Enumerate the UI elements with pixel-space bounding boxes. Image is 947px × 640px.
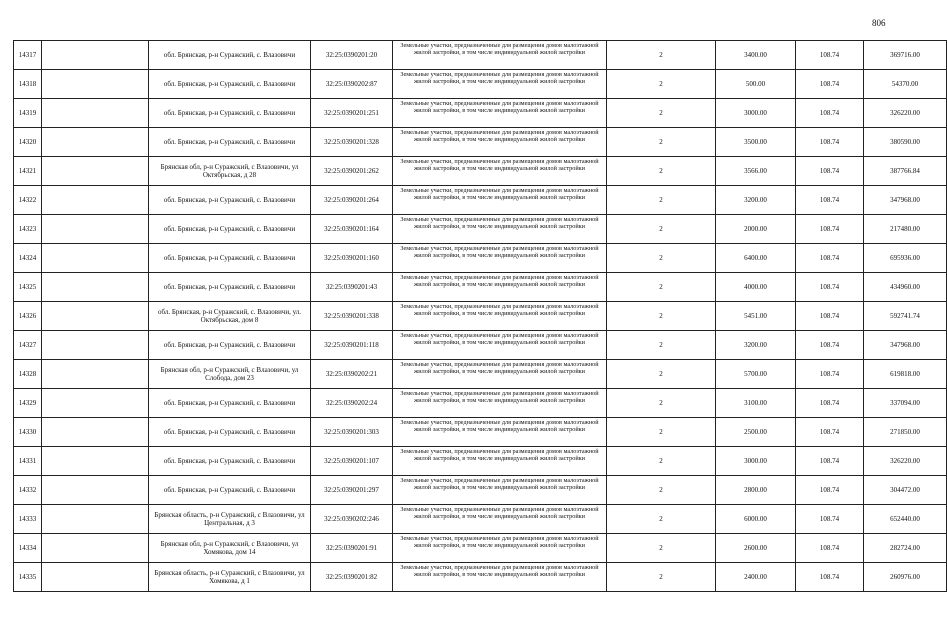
spacer-cell xyxy=(42,70,149,99)
category-cell: 2 xyxy=(607,331,716,360)
cadastral-value-cell: 282724.00 xyxy=(864,534,947,563)
area-cell: 3200.00 xyxy=(716,186,796,215)
cadastral-number-cell: 32:25:0390201:82 xyxy=(311,563,393,592)
table-row xyxy=(14,99,947,128)
address-cell: обл. Брянская, р-н Суражский, с. Влазовичи xyxy=(149,41,311,70)
category-cell: 2 xyxy=(607,505,716,534)
category-cell: 2 xyxy=(607,302,716,331)
cadastral-number-cell: 32:25:0390201:338 xyxy=(311,302,393,331)
cadastral-value-cell: 347968.00 xyxy=(864,186,947,215)
address-cell: Брянская область, р-н Суражский, с Влазовичи, ул Центральная, д 3 xyxy=(149,505,311,534)
cadastral-number-cell: 32:25:0390201:251 xyxy=(311,99,393,128)
specific-value-cell: 108.74 xyxy=(796,331,864,360)
land-use-purpose-cell: Земельные участки, предназначенные для размещения домов малоэтажной жилой застройки, в том числе индивидуальной жилой застройки xyxy=(393,534,607,563)
cadastral-number-cell: 32:25:0390201:303 xyxy=(311,418,393,447)
spacer-cell xyxy=(42,244,149,273)
land-use-purpose-cell: Земельные участки, предназначенные для размещения домов малоэтажной жилой застройки, в том числе индивидуальной жилой застройки xyxy=(393,41,607,70)
category-cell: 2 xyxy=(607,534,716,563)
table-row xyxy=(14,389,947,418)
cadastral-value-cell: 326220.00 xyxy=(864,99,947,128)
spacer-cell xyxy=(42,447,149,476)
cadastral-value-cell: 326220.00 xyxy=(864,447,947,476)
row-number-cell: 14324 xyxy=(14,244,42,273)
cadastral-value-cell: 347968.00 xyxy=(864,331,947,360)
cadastral-number-cell: 32:25:0390201:118 xyxy=(311,331,393,360)
address-cell: Брянская обл, р-н Суражский, с Влазовичи, ул Слобода, дом 23 xyxy=(149,360,311,389)
table-row xyxy=(14,41,947,70)
spacer-cell xyxy=(42,186,149,215)
land-use-purpose-cell: Земельные участки, предназначенные для размещения домов малоэтажной жилой застройки, в том числе индивидуальной жилой застройки xyxy=(393,563,607,592)
specific-value-cell: 108.74 xyxy=(796,99,864,128)
area-cell: 3200.00 xyxy=(716,331,796,360)
specific-value-cell: 108.74 xyxy=(796,505,864,534)
table-row xyxy=(14,215,947,244)
area-cell: 5451.00 xyxy=(716,302,796,331)
category-cell: 2 xyxy=(607,273,716,302)
specific-value-cell: 108.74 xyxy=(796,41,864,70)
spacer-cell xyxy=(42,534,149,563)
specific-value-cell: 108.74 xyxy=(796,418,864,447)
cadastral-number-cell: 32:25:0390201:43 xyxy=(311,273,393,302)
cadastral-value-cell: 217480.00 xyxy=(864,215,947,244)
row-number-cell: 14325 xyxy=(14,273,42,302)
specific-value-cell: 108.74 xyxy=(796,389,864,418)
category-cell: 2 xyxy=(607,244,716,273)
category-cell: 2 xyxy=(607,418,716,447)
cadastral-value-cell: 619818.00 xyxy=(864,360,947,389)
area-cell: 2400.00 xyxy=(716,563,796,592)
category-cell: 2 xyxy=(607,476,716,505)
table-row xyxy=(14,360,947,389)
area-cell: 3566.00 xyxy=(716,157,796,186)
table-row xyxy=(14,273,947,302)
table-row xyxy=(14,302,947,331)
land-use-purpose-cell: Земельные участки, предназначенные для размещения домов малоэтажной жилой застройки, в том числе индивидуальной жилой застройки xyxy=(393,273,607,302)
spacer-cell xyxy=(42,273,149,302)
table-row xyxy=(14,476,947,505)
row-number-cell: 14322 xyxy=(14,186,42,215)
spacer-cell xyxy=(42,505,149,534)
row-number-cell: 14330 xyxy=(14,418,42,447)
address-cell: обл. Брянская, р-н Суражский, с. Влазовичи xyxy=(149,70,311,99)
row-number-cell: 14321 xyxy=(14,157,42,186)
specific-value-cell: 108.74 xyxy=(796,302,864,331)
spacer-cell xyxy=(42,215,149,244)
cadastral-number-cell: 32:25:0390202:21 xyxy=(311,360,393,389)
address-cell: обл. Брянская, р-н Суражский, с. Влазовичи xyxy=(149,215,311,244)
specific-value-cell: 108.74 xyxy=(796,360,864,389)
area-cell: 3400.00 xyxy=(716,41,796,70)
specific-value-cell: 108.74 xyxy=(796,128,864,157)
specific-value-cell: 108.74 xyxy=(796,70,864,99)
land-use-purpose-cell: Земельные участки, предназначенные для размещения домов малоэтажной жилой застройки, в том числе индивидуальной жилой застройки xyxy=(393,476,607,505)
cadastral-number-cell: 32:25:0390201:91 xyxy=(311,534,393,563)
land-use-purpose-cell: Земельные участки, предназначенные для размещения домов малоэтажной жилой застройки, в том числе индивидуальной жилой застройки xyxy=(393,215,607,244)
category-cell: 2 xyxy=(607,563,716,592)
area-cell: 2500.00 xyxy=(716,418,796,447)
cadastral-value-cell: 260976.00 xyxy=(864,563,947,592)
cadastral-number-cell: 32:25:0390202:246 xyxy=(311,505,393,534)
land-use-purpose-cell: Земельные участки, предназначенные для размещения домов малоэтажной жилой застройки, в том числе индивидуальной жилой застройки xyxy=(393,186,607,215)
address-cell: обл. Брянская, р-н Суражский, с. Влазовичи xyxy=(149,244,311,273)
category-cell: 2 xyxy=(607,41,716,70)
address-cell: обл. Брянская, р-н Суражский, с. Влазовичи xyxy=(149,389,311,418)
area-cell: 3100.00 xyxy=(716,389,796,418)
address-cell: обл. Брянская, р-н Суражский, с. Влазовичи xyxy=(149,186,311,215)
spacer-cell xyxy=(42,41,149,70)
cadastral-number-cell: 32:25:0390201:328 xyxy=(311,128,393,157)
row-number-cell: 14326 xyxy=(14,302,42,331)
specific-value-cell: 108.74 xyxy=(796,534,864,563)
cadastral-number-cell: 32:25:0390201:262 xyxy=(311,157,393,186)
table-row xyxy=(14,128,947,157)
land-use-purpose-cell: Земельные участки, предназначенные для размещения домов малоэтажной жилой застройки, в том числе индивидуальной жилой застройки xyxy=(393,128,607,157)
spacer-cell xyxy=(42,331,149,360)
spacer-cell xyxy=(42,389,149,418)
category-cell: 2 xyxy=(607,389,716,418)
address-cell: обл. Брянская, р-н Суражский, с. Влазовичи xyxy=(149,418,311,447)
category-cell: 2 xyxy=(607,447,716,476)
row-number-cell: 14332 xyxy=(14,476,42,505)
spacer-cell xyxy=(42,418,149,447)
specific-value-cell: 108.74 xyxy=(796,447,864,476)
area-cell: 4000.00 xyxy=(716,273,796,302)
cadastral-number-cell: 32:25:0390201:164 xyxy=(311,215,393,244)
land-use-purpose-cell: Земельные участки, предназначенные для размещения домов малоэтажной жилой застройки, в том числе индивидуальной жилой застройки xyxy=(393,244,607,273)
address-cell: Брянская обл, р-н Суражский, с Влазовичи, ул Октябрьская, д 28 xyxy=(149,157,311,186)
table-row xyxy=(14,244,947,273)
land-use-purpose-cell: Земельные участки, предназначенные для размещения домов малоэтажной жилой застройки, в том числе индивидуальной жилой застройки xyxy=(393,505,607,534)
row-number-cell: 14328 xyxy=(14,360,42,389)
area-cell: 3500.00 xyxy=(716,128,796,157)
area-cell: 5700.00 xyxy=(716,360,796,389)
table-row xyxy=(14,505,947,534)
land-use-purpose-cell: Земельные участки, предназначенные для размещения домов малоэтажной жилой застройки, в том числе индивидуальной жилой застройки xyxy=(393,70,607,99)
row-number-cell: 14318 xyxy=(14,70,42,99)
cadastral-value-cell: 369716.00 xyxy=(864,41,947,70)
land-use-purpose-cell: Земельные участки, предназначенные для размещения домов малоэтажной жилой застройки, в том числе индивидуальной жилой застройки xyxy=(393,389,607,418)
address-cell: обл. Брянская, р-н Суражский, с. Влазовичи xyxy=(149,273,311,302)
table-row xyxy=(14,331,947,360)
table-row xyxy=(14,447,947,476)
cadastral-number-cell: 32:25:0390201:297 xyxy=(311,476,393,505)
address-cell: Брянская область, р-н Суражский, с Влазовичи, ул Хомякова, д 1 xyxy=(149,563,311,592)
address-cell: обл. Брянская, р-н Суражский, с. Влазовичи xyxy=(149,99,311,128)
cadastral-value-cell: 380590.00 xyxy=(864,128,947,157)
table-row xyxy=(14,157,947,186)
cadastral-value-cell: 54370.00 xyxy=(864,70,947,99)
row-number-cell: 14333 xyxy=(14,505,42,534)
specific-value-cell: 108.74 xyxy=(796,273,864,302)
address-cell: обл. Брянская, р-н Суражский, с. Влазовичи xyxy=(149,476,311,505)
specific-value-cell: 108.74 xyxy=(796,157,864,186)
specific-value-cell: 108.74 xyxy=(796,215,864,244)
cadastral-value-cell: 337094.00 xyxy=(864,389,947,418)
table-row xyxy=(14,186,947,215)
category-cell: 2 xyxy=(607,360,716,389)
land-use-purpose-cell: Земельные участки, предназначенные для размещения домов малоэтажной жилой застройки, в том числе индивидуальной жилой застройки xyxy=(393,99,607,128)
cadastral-number-cell: 32:25:0390201:160 xyxy=(311,244,393,273)
row-number-cell: 14319 xyxy=(14,99,42,128)
cadastral-value-cell: 695936.00 xyxy=(864,244,947,273)
row-number-cell: 14317 xyxy=(14,41,42,70)
category-cell: 2 xyxy=(607,215,716,244)
specific-value-cell: 108.74 xyxy=(796,563,864,592)
cadastral-value-cell: 592741.74 xyxy=(864,302,947,331)
area-cell: 3000.00 xyxy=(716,99,796,128)
row-number-cell: 14334 xyxy=(14,534,42,563)
land-use-purpose-cell: Земельные участки, предназначенные для размещения домов малоэтажной жилой застройки, в том числе индивидуальной жилой застройки xyxy=(393,302,607,331)
area-cell: 6000.00 xyxy=(716,505,796,534)
area-cell: 6400.00 xyxy=(716,244,796,273)
spacer-cell xyxy=(42,128,149,157)
cadastral-number-cell: 32:25:0390201:264 xyxy=(311,186,393,215)
area-cell: 2000.00 xyxy=(716,215,796,244)
spacer-cell xyxy=(42,302,149,331)
address-cell: Брянская обл, р-н Суражский, с Влазовичи, ул Хомякова, дом 14 xyxy=(149,534,311,563)
cadastral-value-cell: 387766.84 xyxy=(864,157,947,186)
cadastral-value-cell: 434960.00 xyxy=(864,273,947,302)
spacer-cell xyxy=(42,99,149,128)
land-use-purpose-cell: Земельные участки, предназначенные для размещения домов малоэтажной жилой застройки, в том числе индивидуальной жилой застройки xyxy=(393,157,607,186)
area-cell: 2600.00 xyxy=(716,534,796,563)
row-number-cell: 14327 xyxy=(14,331,42,360)
cadastral-value-cell: 271850.00 xyxy=(864,418,947,447)
row-number-cell: 14331 xyxy=(14,447,42,476)
category-cell: 2 xyxy=(607,70,716,99)
page-number: 806 xyxy=(872,18,886,28)
category-cell: 2 xyxy=(607,99,716,128)
cadastral-number-cell: 32:25:0390201:20 xyxy=(311,41,393,70)
spacer-cell xyxy=(42,360,149,389)
category-cell: 2 xyxy=(607,157,716,186)
table-row xyxy=(14,70,947,99)
row-number-cell: 14323 xyxy=(14,215,42,244)
cadastral-number-cell: 32:25:0390201:107 xyxy=(311,447,393,476)
address-cell: обл. Брянская, р-н Суражский, с. Влазовичи, ул. Октябрьская, дом 8 xyxy=(149,302,311,331)
cadastral-number-cell: 32:25:0390202:87 xyxy=(311,70,393,99)
table-row xyxy=(14,563,947,592)
spacer-cell xyxy=(42,563,149,592)
land-use-purpose-cell: Земельные участки, предназначенные для размещения домов малоэтажной жилой застройки, в том числе индивидуальной жилой застройки xyxy=(393,331,607,360)
land-use-purpose-cell: Земельные участки, предназначенные для размещения домов малоэтажной жилой застройки, в том числе индивидуальной жилой застройки xyxy=(393,418,607,447)
address-cell: обл. Брянская, р-н Суражский, с. Влазовичи xyxy=(149,128,311,157)
specific-value-cell: 108.74 xyxy=(796,476,864,505)
category-cell: 2 xyxy=(607,128,716,157)
row-number-cell: 14329 xyxy=(14,389,42,418)
table-row xyxy=(14,534,947,563)
category-cell: 2 xyxy=(607,186,716,215)
cadastral-value-cell: 652440.00 xyxy=(864,505,947,534)
land-use-purpose-cell: Земельные участки, предназначенные для размещения домов малоэтажной жилой застройки, в том числе индивидуальной жилой застройки xyxy=(393,360,607,389)
cadastral-value-table xyxy=(13,40,947,592)
area-cell: 2800.00 xyxy=(716,476,796,505)
area-cell: 500.00 xyxy=(716,70,796,99)
specific-value-cell: 108.74 xyxy=(796,244,864,273)
area-cell: 3000.00 xyxy=(716,447,796,476)
row-number-cell: 14335 xyxy=(14,563,42,592)
cadastral-value-cell: 304472.00 xyxy=(864,476,947,505)
specific-value-cell: 108.74 xyxy=(796,186,864,215)
table-row xyxy=(14,418,947,447)
address-cell: обл. Брянская, р-н Суражский, с. Влазовичи xyxy=(149,331,311,360)
spacer-cell xyxy=(42,476,149,505)
land-use-purpose-cell: Земельные участки, предназначенные для размещения домов малоэтажной жилой застройки, в том числе индивидуальной жилой застройки xyxy=(393,447,607,476)
row-number-cell: 14320 xyxy=(14,128,42,157)
address-cell: обл. Брянская, р-н Суражский, с. Влазовичи xyxy=(149,447,311,476)
spacer-cell xyxy=(42,157,149,186)
cadastral-number-cell: 32:25:0390202:24 xyxy=(311,389,393,418)
